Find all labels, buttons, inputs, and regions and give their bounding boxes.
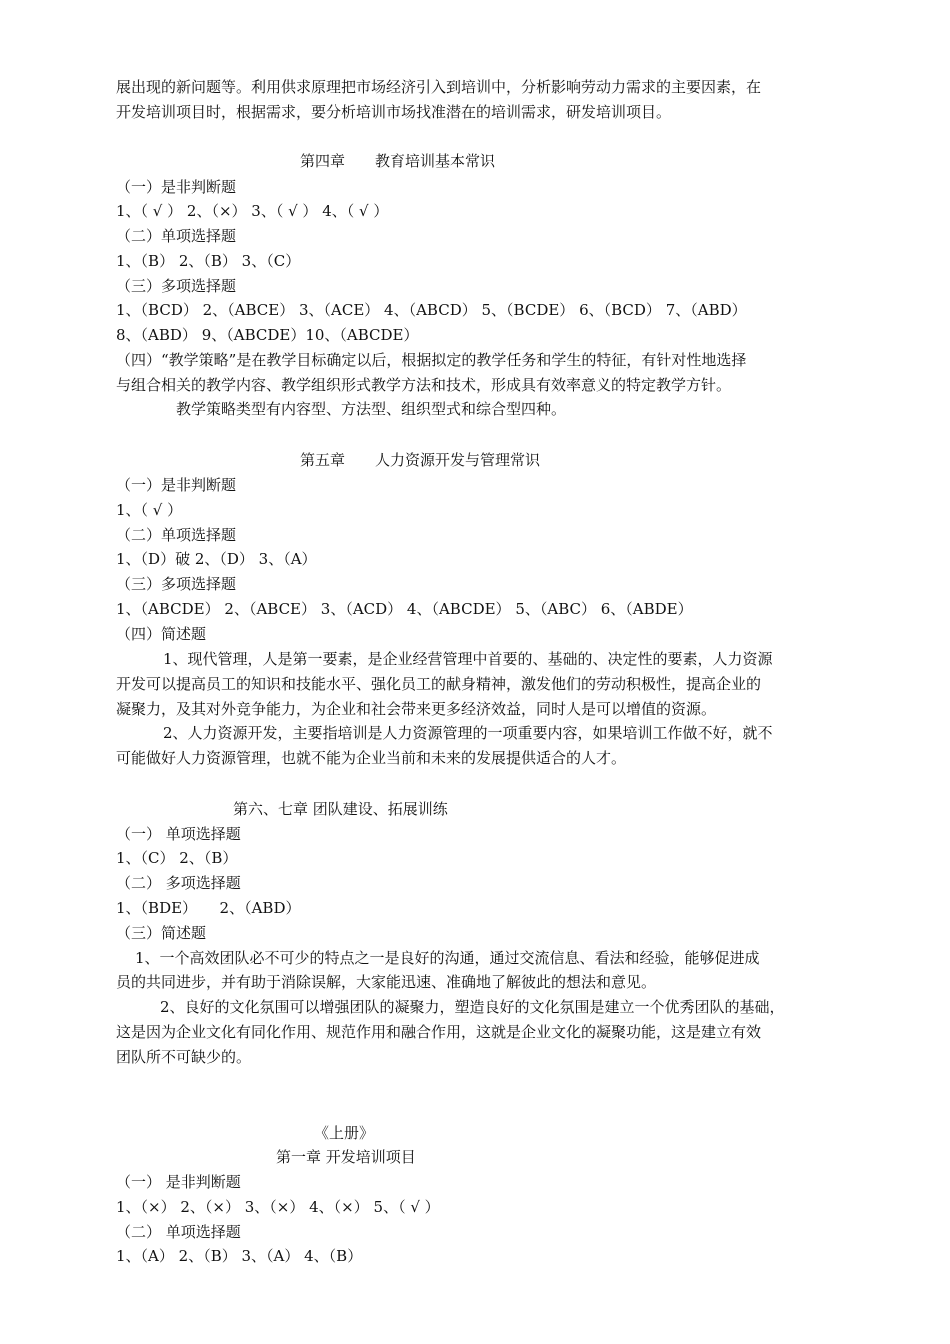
paragraph-line: 2、人力资源开发，主要指培训是人力资源管理的一项重要内容，如果培训工作做不好，就不 <box>163 724 773 742</box>
volume-title: 《上册》 <box>314 1124 375 1142</box>
answer-line: 1、（ABCDE） 2、（ABCE） 3、（ACD） 4、（ABCDE） 5、（ABC） 6、（ABDE） <box>116 600 693 618</box>
paragraph-line: 可能做好人力资源管理，也就不能为企业当前和未来的发展提供适合的人才。 <box>116 749 627 767</box>
answer-line: 1、（ √ ） 2、（×） 3、（ √ ） 4、（ √ ） <box>116 202 389 220</box>
answer-line: 1、（B） 2、（B） 3、（C） <box>116 252 301 270</box>
answer-line: 8、（ABD） 9、（ABCDE）10、（ABCDE） <box>116 326 419 344</box>
paragraph-line: 开发可以提高员工的知识和技能水平、强化员工的献身精神，激发他们的劳动积极性，提高企业的 <box>116 675 762 693</box>
section-label: （三）多项选择题 <box>116 575 237 593</box>
chapter-heading: 第六、七章 团队建设、拓展训练 <box>233 800 448 818</box>
answer-line: 1、（D）破 2、（D） 3、（A） <box>116 550 317 568</box>
answer-line: 1、（×） 2、（×） 3、（×） 4、（×） 5、（ √ ） <box>116 1198 440 1216</box>
paragraph-line: 展出现的新问题等。利用供求原理把市场经济引入到培训中，分析影响劳动力需求的主要因素，在 <box>116 78 762 96</box>
answer-line: 1、（A） 2、（B） 3、（A） 4、（B） <box>116 1247 363 1265</box>
paragraph-line: 开发培训项目时，根据需求，要分析培训市场找准潜在的培训需求，研发培训项目。 <box>116 103 672 121</box>
section-label: （二）单项选择题 <box>116 227 237 245</box>
chapter-heading: 第四章 教育培训基本常识 <box>300 152 496 170</box>
chapter-heading: 第五章 人力资源开发与管理常识 <box>300 451 541 469</box>
paragraph-line: 1、一个高效团队必不可少的特点之一是良好的沟通，通过交流信息、看法和经验，能够促进成 <box>135 949 760 967</box>
answer-line: 1、（BCD） 2、（ABCE） 3、（ACE） 4、（ABCD） 5、（BCDE） 6、（BCD） 7、（ABD） <box>116 301 747 319</box>
section-label: （四）简述题 <box>116 625 207 643</box>
section-label: （一）是非判断题 <box>116 178 237 196</box>
section-label: （一） 是非判断题 <box>116 1173 241 1191</box>
paragraph-line: 与组合相关的教学内容、教学组织形式教学方法和技术，形成具有效率意义的特定教学方针。 <box>116 376 732 394</box>
section-label: （二）单项选择题 <box>116 526 237 544</box>
paragraph-line: 2、良好的文化氛围可以增强团队的凝聚力，塑造良好的文化氛围是建立一个优秀团队的基础， <box>160 998 785 1016</box>
paragraph-line: 这是因为企业文化有同化作用、规范作用和融合作用，这就是企业文化的凝聚功能，这是建立有效 <box>116 1023 762 1041</box>
section-label: （一）是非判断题 <box>116 476 237 494</box>
section-label: （三）简述题 <box>116 924 207 942</box>
chapter-heading: 第一章 开发培训项目 <box>276 1148 416 1166</box>
paragraph-line: 团队所不可缺少的。 <box>116 1048 252 1066</box>
answer-line: 1、（ √ ） <box>116 501 183 519</box>
paragraph-line: （四）“教学策略”是在教学目标确定以后，根据拟定的教学任务和学生的特征，有针对性地选择 <box>116 351 747 369</box>
answer-line: 1、（C） 2、（B） <box>116 849 238 867</box>
section-label: （二） 多项选择题 <box>116 874 241 892</box>
section-label: （二） 单项选择题 <box>116 1223 241 1241</box>
section-label: （一） 单项选择题 <box>116 825 241 843</box>
section-label: （三）多项选择题 <box>116 277 237 295</box>
paragraph-line: 教学策略类型有内容型、方法型、组织型式和综合型四种。 <box>176 400 567 418</box>
answer-line: 1、（BDE） 2、（ABD） <box>116 899 301 917</box>
paragraph-line: 员的共同进步，并有助于消除误解，大家能迅速、准确地了解彼此的想法和意见。 <box>116 973 657 991</box>
paragraph-line: 凝聚力，及其对外竞争能力，为企业和社会带来更多经济效益，同时人是可以增值的资源。 <box>116 700 717 718</box>
paragraph-line: 1、现代管理，人是第一要素，是企业经营管理中首要的、基础的、决定性的要素，人力资源 <box>163 650 773 668</box>
